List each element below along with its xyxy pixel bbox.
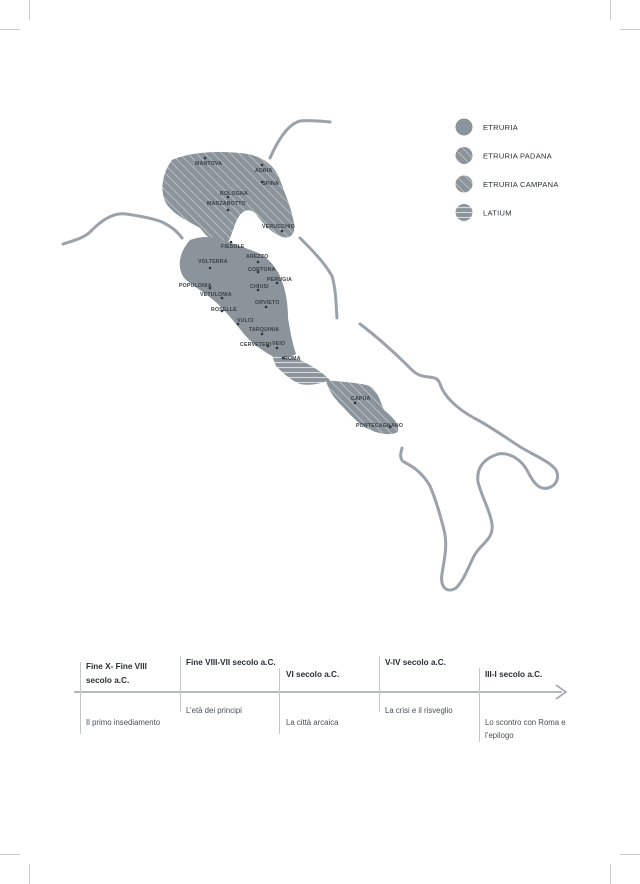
legend-swatch-icon bbox=[456, 147, 473, 164]
city-label-fiesole: FIESOLE bbox=[221, 244, 245, 250]
city-label-volterra: VOLTERRA bbox=[198, 259, 228, 265]
crop-mark bbox=[0, 854, 20, 855]
city-label-mantova: MANTOVA bbox=[195, 161, 223, 167]
city-label-spina: SPINA bbox=[262, 181, 279, 187]
timeline-period: Fine X- Fine VIII secolo a.C. bbox=[86, 662, 147, 685]
city-label-populonia: POPULONIA bbox=[179, 283, 212, 289]
city-label-vulci: VULCI bbox=[237, 318, 254, 324]
timeline-description: Lo scontro con Roma e l’epilogo bbox=[485, 718, 566, 740]
legend-swatch-icon bbox=[456, 176, 473, 193]
city-marker bbox=[265, 306, 268, 309]
timeline bbox=[0, 640, 640, 760]
legend-label: ETRURIA CAMPANA bbox=[483, 179, 559, 189]
timeline-axis bbox=[0, 640, 640, 760]
city-label-cortona: CORTONA bbox=[248, 267, 276, 273]
city-marker bbox=[230, 241, 233, 244]
italy-coastline bbox=[63, 121, 558, 590]
timeline-period: III-I secolo a.C. bbox=[485, 670, 543, 679]
city-marker bbox=[354, 402, 357, 405]
timeline-tick bbox=[180, 656, 181, 712]
timeline-tick bbox=[379, 656, 380, 712]
city-label-bologna: BOLOGNA bbox=[220, 191, 248, 197]
crop-mark bbox=[620, 854, 640, 855]
region-etruria-padana bbox=[162, 152, 294, 246]
city-label-perugia: PERUGIA bbox=[267, 277, 293, 283]
city-label-cerveteri: CERVETERI bbox=[240, 342, 272, 348]
city-label-veio: VEIO bbox=[272, 341, 286, 347]
crop-mark bbox=[610, 864, 611, 884]
city-marker bbox=[261, 333, 264, 336]
city-marker bbox=[261, 164, 264, 167]
timeline-description: L’età dei principi bbox=[186, 706, 242, 715]
legend-label: ETRURIA PADANA bbox=[483, 151, 553, 161]
city-marker bbox=[227, 209, 230, 212]
legend-swatch-icon bbox=[456, 119, 473, 136]
timeline-description: Il primo insediamento bbox=[86, 718, 161, 727]
legend-swatch-icon bbox=[456, 204, 473, 221]
city-label-roma: ROMA bbox=[284, 356, 301, 362]
timeline-description: La città arcaica bbox=[286, 718, 339, 727]
city-marker bbox=[276, 347, 279, 350]
timeline-tick bbox=[279, 668, 280, 734]
city-marker bbox=[257, 261, 260, 264]
city-label-tarquinia: TARQUINIA bbox=[249, 327, 280, 333]
timeline-description: La crisi e il risveglio bbox=[385, 706, 453, 715]
city-label-adria: ADRIA bbox=[255, 168, 273, 174]
city-label-vetulonia: VETULONIA bbox=[200, 292, 232, 298]
legend-label: ETRURIA bbox=[483, 122, 519, 132]
timeline-period: V-IV secolo a.C. bbox=[385, 658, 446, 667]
timeline-tick bbox=[479, 668, 480, 742]
city-label-roselle: ROSELLE bbox=[211, 307, 237, 313]
city-label-marzabotto: MARZABOTTO bbox=[207, 201, 246, 207]
map-legend bbox=[456, 119, 559, 222]
city-label-verucchio: VERUCCHIO bbox=[262, 224, 295, 230]
region-latium bbox=[272, 356, 330, 385]
legend-label: LATIUM bbox=[483, 208, 512, 218]
city-label-arezzo: AREZZO bbox=[246, 254, 269, 260]
timeline-period: VI secolo a.C. bbox=[286, 670, 340, 679]
city-marker bbox=[209, 267, 212, 270]
crop-mark bbox=[29, 864, 30, 884]
city-label-capua: CAPUA bbox=[351, 396, 371, 402]
city-marker bbox=[204, 157, 207, 160]
region-etruria bbox=[180, 237, 296, 357]
timeline-period: Fine VIII-VII secolo a.C. bbox=[186, 658, 276, 667]
city-marker bbox=[281, 230, 284, 233]
city-label-pontecagnano: PONTECAGNANO bbox=[356, 423, 404, 429]
timeline-tick bbox=[80, 662, 81, 734]
city-label-orvieto: ORVIETO bbox=[255, 300, 280, 306]
city-label-chiusi: CHIUSI bbox=[250, 284, 269, 290]
